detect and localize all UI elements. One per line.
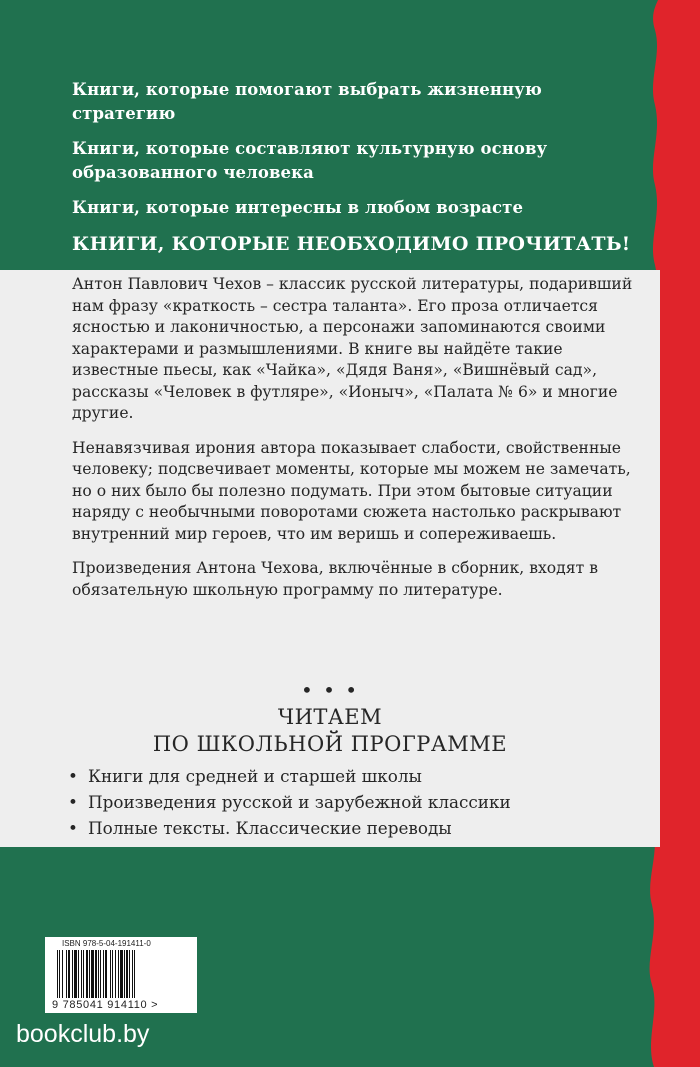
promo-line-3: Книги, которые интересны в любом возрасте [72, 198, 524, 217]
separator-dots: • • • [300, 678, 360, 702]
series-title-line-2: ПО ШКОЛЬНОЙ ПРОГРАММЕ [152, 732, 508, 756]
bullet-text: Полные тексты. Классические переводы [88, 818, 452, 838]
bullet-item [68, 815, 648, 841]
description-paragraph-3: Произведения Антона Чехова, включённые в сборник, входят в обязательную школьную программу по литературе. [72, 559, 598, 599]
promo-line-1: Книги, которые помогают выбрать жизненную стратегию [72, 80, 542, 123]
promo-line-2: Книги, которые составляют культурную основу образованного человека [72, 139, 548, 182]
series-title-line-1: ЧИТАЕМ [277, 705, 383, 729]
description-paragraph-1: Антон Павлович Чехов – классик русской литературы, подаривший нам фразу «краткость – сестра таланта». Его проза отличается ясностью и лаконичностью, а персонажи запоминаются своими характерами и размышлениями. В книге вы найдёте такие известные пьесы, как «Чайка», «Дядя Ваня», «Вишнёвый сад», рассказы «Человек в футляре», «Ионыч», «Палата № 6» и многие другие. [72, 275, 633, 422]
top-promo-block [72, 78, 632, 257]
bullet-text: Книги для средней и старшей школы [88, 766, 422, 786]
bullet-icon: • [68, 792, 78, 812]
description-text [72, 274, 638, 614]
bullet-text: Произведения русской и зарубежной классики [88, 792, 511, 812]
bullet-item [68, 789, 648, 815]
barcode-icon [57, 950, 187, 998]
promo-emphasis: КНИГИ, КОТОРЫЕ НЕОБХОДИМО ПРОЧИТАТЬ! [72, 233, 631, 255]
bullet-item [68, 763, 648, 789]
series-bullets [68, 763, 648, 841]
isbn-label: ISBN 978-5-04-191411-0 [62, 939, 151, 948]
site-watermark: bookclub.by [16, 1020, 150, 1048]
bullet-icon: • [68, 818, 78, 838]
bullet-icon: • [68, 766, 78, 786]
series-title [0, 704, 660, 758]
description-paragraph-2: Ненавязчивая ирония автора показывает слабости, свойственные человеку; подсвечивает моменты, которые мы можем не замечать, но о них было бы полезно подумать. При этом бытовые ситуации наряду с необычными поворотами сюжета настолько раскрывают внутренний мир героев, что им веришь и сопереживаешь. [72, 438, 631, 543]
barcode-digits: 9 785041 914110 > [52, 999, 159, 1011]
